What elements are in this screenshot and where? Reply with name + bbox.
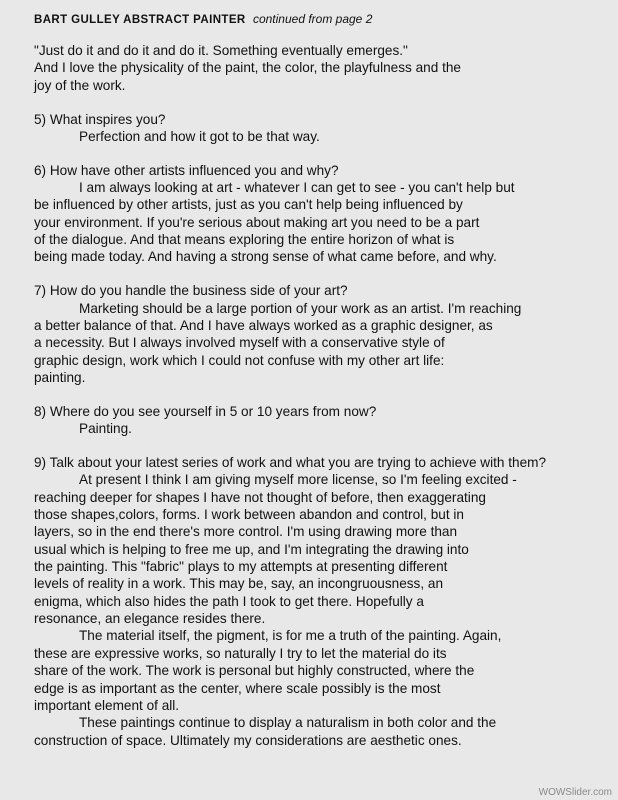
answer-line: construction of space. Ultimately my considerations are aesthetic ones. [34,732,462,748]
page-header [34,12,372,26]
question-5 [34,111,614,146]
watermark-text: WOWSlider.com [538,787,612,798]
answer-line: being made today. And having a strong sense of what came before, and why. [34,249,497,265]
answer-line: of the dialogue. And that means exploring the entire horizon of what is [34,232,455,248]
answer-line: those shapes,colors, forms. I work between abandon and control, but in [34,507,464,523]
answer-line: enigma, which also hides the path I took to get there. Hopefully a [34,593,424,609]
answer-line: a better balance of that. And I have always worked as a graphic designer, as [34,317,493,333]
answer-line: these are expressive works, so naturally I try to let the material do its [34,645,447,661]
question-9 [34,454,614,749]
answer-line: your environment. If you're serious about making art you need to be a part [34,214,480,230]
header-title: BART GULLEY ABSTRACT PAINTER [34,14,246,26]
answer-line: be influenced by other artists, just as you can't help being influenced by [34,197,463,213]
answer-line: usual which is helping to free me up, and I'm integrating the drawing into [34,541,469,557]
answer-line: important element of all. [34,697,180,713]
question-text: 9) Talk about your latest series of work and what you are trying to achieve with them? [34,455,547,471]
article-body [34,42,614,749]
answer-line: layers, so in the end there's more control. I'm using drawing more than [34,524,458,540]
text-line: And I love the physicality of the paint, the color, the playfulness and the [34,60,461,76]
answer-line: reaching deeper for shapes I have not thought of before, then exaggerating [34,489,486,505]
answer-line: Marketing should be a large portion of your work as an artist. I'm reaching [79,300,522,316]
answer-line: resonance, an elegance resides there. [34,611,266,627]
answer-line: levels of reality in a work. This may be, say, an incongruousness, an [34,576,444,592]
question-text: 6) How have other artists influenced you and why? [34,162,339,178]
answer-line: the painting. This "fabric" plays to my attempts at presenting different [34,559,448,575]
question-6 [34,162,614,266]
answer-line: a necessity. But I always involved myself with a conservative style of [34,335,445,351]
answer-line: Painting. [79,421,132,437]
question-text: 5) What inspires you? [34,111,166,127]
answer-line: edge is as important as the center, where scale possibly is the most [34,680,441,696]
question-8 [34,403,614,438]
question-text: 7) How do you handle the business side of your art? [34,283,348,299]
paragraph-quote [34,42,614,94]
answer-line: I am always looking at art - whatever I can get to see - you can't help but [79,180,515,196]
text-line: joy of the work. [34,77,126,93]
header-continued: continued from page 2 [252,12,373,26]
question-text: 8) Where do you see yourself in 5 or 10 years from now? [34,403,377,419]
answer-line: The material itself, the pigment, is for me a truth of the painting. Again, [79,628,502,644]
question-7 [34,282,614,386]
answer-line: These paintings continue to display a naturalism in both color and the [79,715,497,731]
answer-line: painting. [34,370,86,385]
answer-line: At present I think I am giving myself more license, so I'm feeling excited - [79,472,517,488]
text-line: "Just do it and do it and do it. Something eventually emerges." [34,43,408,58]
answer-line: graphic design, work which I could not confuse with my other art life: [34,352,445,368]
answer-line: Perfection and how it got to be that way. [79,128,320,144]
answer-line: share of the work. The work is personal but highly constructed, where the [34,663,475,679]
